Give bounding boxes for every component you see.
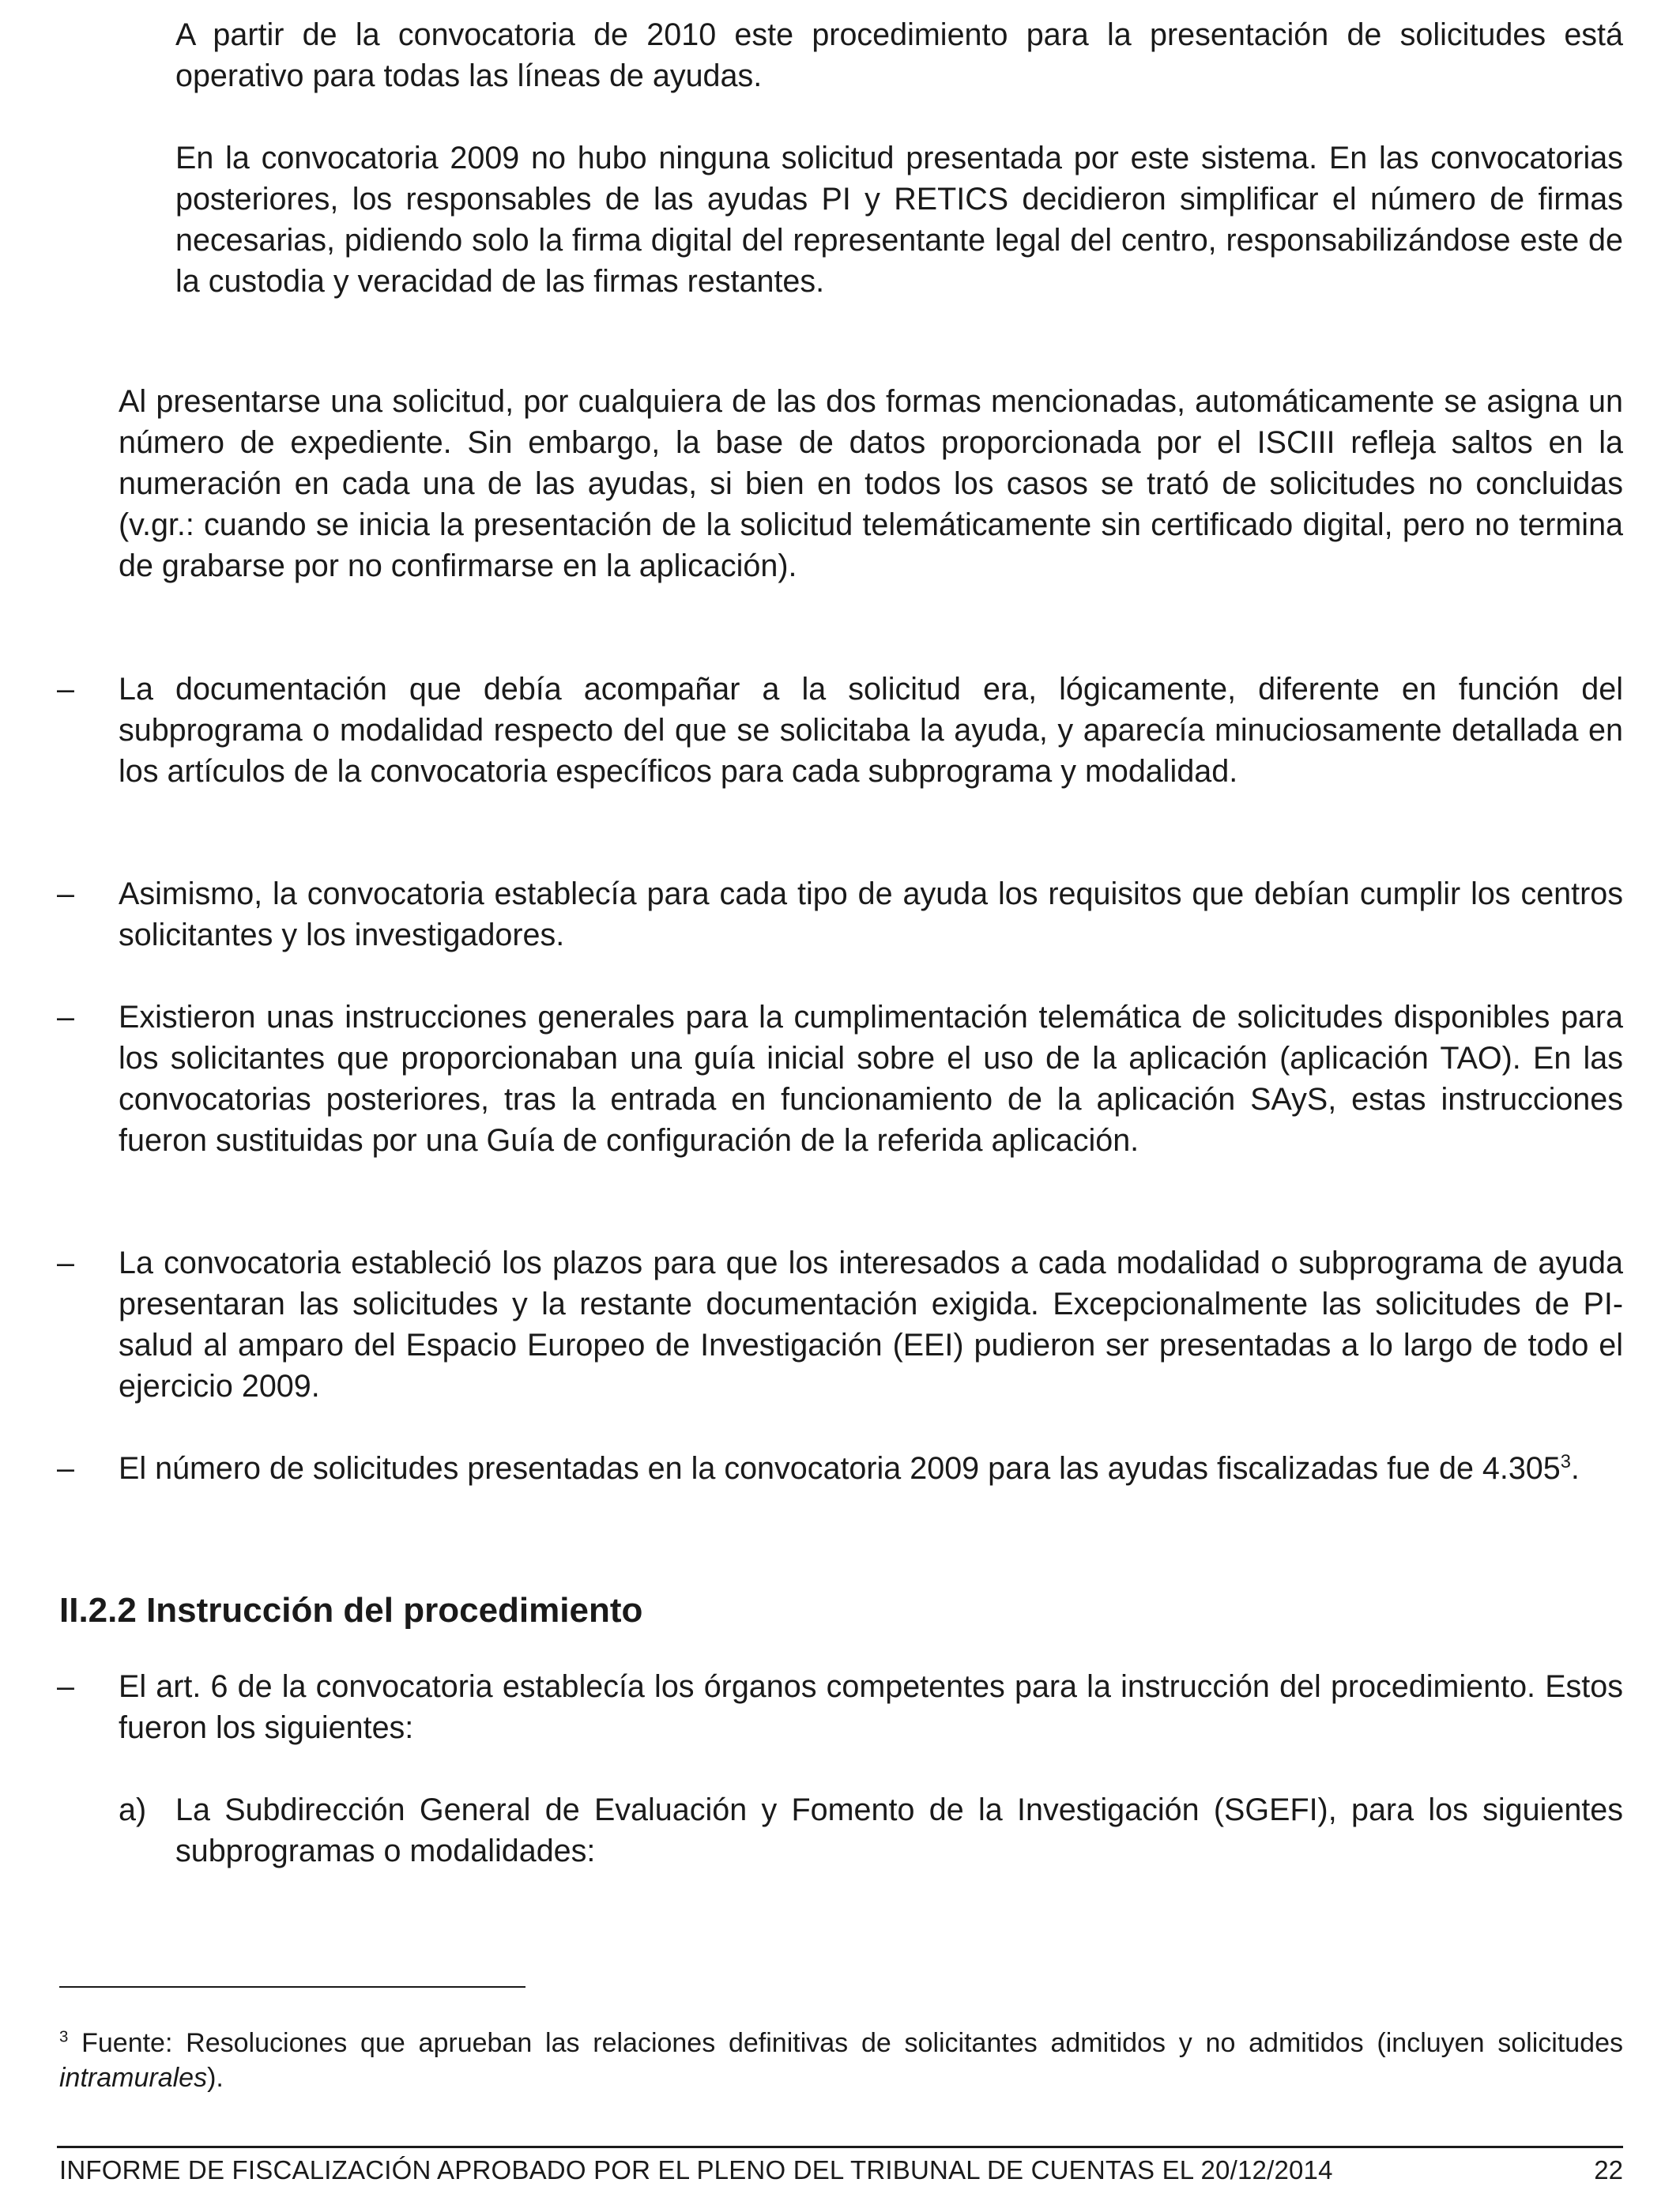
footer-title: INFORME DE FISCALIZACIÓN APROBADO POR EL PLENO DEL TRIBUNAL DE CUENTAS EL 20/12/2014 (59, 2155, 1333, 2185)
dash-bullet-icon: – (57, 1451, 74, 1486)
footnote-italic: intramurales (59, 2063, 208, 2093)
bullet-text: La convocatoria estableció los plazos para que los interesados a cada modalidad o subprograma de ayuda presentaran las solicitudes y la restante documentación exigida. Excepcionalmente las solicitudes de PI-salud al amparo del Espacio Europeo de Investigación (EEI) pudieron ser presentadas a lo largo de todo el ejercicio 2009. (119, 1246, 1623, 1404)
footnote (59, 2026, 1623, 2095)
dash-bullet-icon: – (57, 1669, 74, 1704)
paragraph-convocatoria-2009: En la convocatoria 2009 no hubo ninguna solicitud presentada por este sistema. En las convocatorias posteriores, los responsables de las ayudas PI y RETICS decidieron simplificar el número de firmas necesarias, pidiendo solo la firma digital del representante legal del centro, responsabilizándose este de la custodia y veracidad de las firmas restantes. (175, 141, 1623, 299)
footnote-divider (59, 1986, 525, 1988)
page-number: 22 (1594, 2155, 1623, 2185)
footnote-reference[interactable]: 3 (1560, 1451, 1571, 1472)
list-marker: a) (119, 1793, 147, 1827)
bullet-text: La documentación que debía acompañar a la solicitud era, lógicamente, diferente en función del subprograma o modalidad respecto del que se solicitaba la ayuda, y aparecía minuciosamente detallada en los artículos de la convocatoria específicos para cada subprograma y modalidad. (119, 672, 1623, 789)
paragraph-expediente: Al presentarse una solicitud, por cualquiera de las dos formas mencionadas, automáticamente se asigna un número de expediente. Sin embargo, la base de datos proporcionada por el ISCIII refleja saltos en la numeración en cada una de las ayudas, si bien en todos los casos se trató de solicitudes no concluidas (v.gr.: cuando se inicia la presentación de la solicitud telemáticamente sin certificado digital, pero no termina de grabarse por no confirmarse en la aplicación). (119, 384, 1623, 583)
bullet-text: El art. 6 de la convocatoria establecía los órganos competentes para la instrucción del procedimiento. Estos fueron los siguientes: (119, 1669, 1623, 1745)
bullet-text-main: El número de solicitudes presentadas en la convocatoria 2009 para las ayudas fiscalizadas fue de 4.305 (119, 1451, 1561, 1486)
footnote-number: 3 (59, 2028, 69, 2046)
bullet-text: Existieron unas instrucciones generales para la cumplimentación telemática de solicitudes disponibles para los solicitantes que proporcionaban una guía inicial sobre el uso de la aplicación (aplicación TAO). En las convocatorias posteriores, tras la entrada en funcionamiento de la aplicación SAyS, estas instrucciones fueron sustituidas por una Guía de configuración de la referida aplicación. (119, 1000, 1623, 1158)
dash-bullet-icon: – (57, 876, 74, 911)
dash-bullet-icon: – (57, 672, 74, 707)
bullet-text-tail: . (1570, 1451, 1580, 1486)
bullet-text: Asimismo, la convocatoria establecía para cada tipo de ayuda los requisitos que debían cumplir los centros solicitantes y los investigadores. (119, 876, 1623, 952)
footnote-text: Fuente: Resoluciones que aprueban las relaciones definitivas de solicitantes admitidos y no admitidos (incluyen solicitudes (68, 2028, 1623, 2058)
footnote-tail: ). (207, 2063, 224, 2093)
list-item-text: La Subdirección General de Evaluación y Fomento de la Investigación (SGEFI), para los siguientes subprogramas o modalidades: (175, 1793, 1623, 1868)
footer-divider (57, 2146, 1623, 2148)
section-heading: II.2.2 Instrucción del procedimiento (59, 1591, 643, 1630)
paragraph-intro: A partir de la convocatoria de 2010 este procedimiento para la presentación de solicitudes está operativo para todas las líneas de ayudas. (175, 17, 1623, 93)
dash-bullet-icon: – (57, 1246, 74, 1280)
dash-bullet-icon: – (57, 1000, 74, 1035)
bullet-text (119, 1448, 1623, 1489)
